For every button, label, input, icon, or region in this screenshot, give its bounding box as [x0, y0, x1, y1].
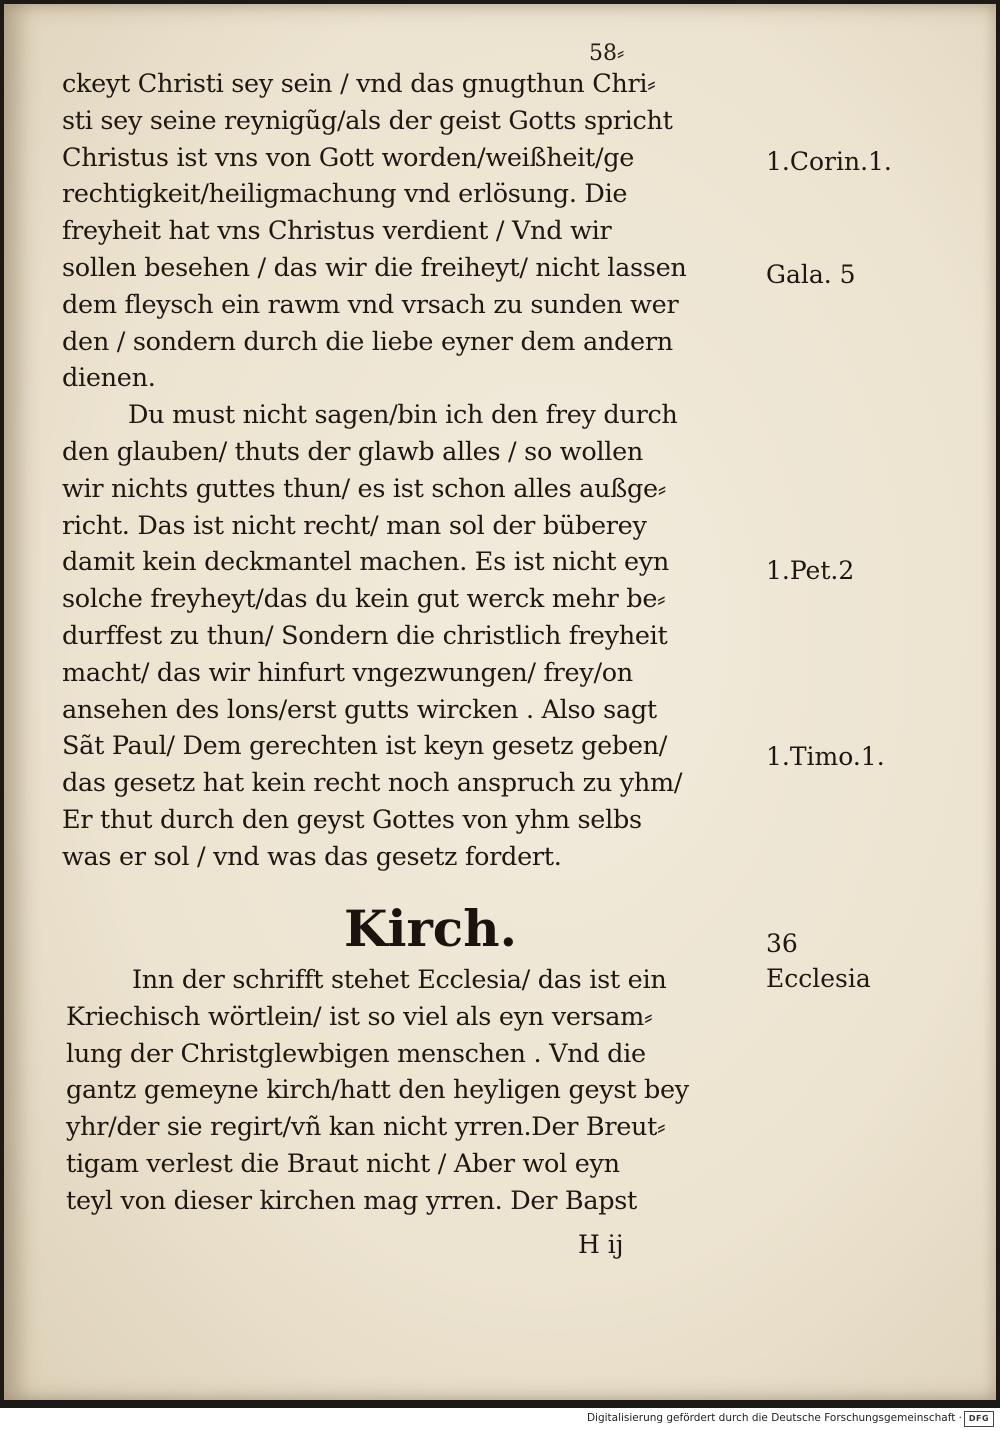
footer-bar: [0, 1408, 1000, 1431]
text-line: ckeyt Christi sey sein / vnd das gnugthun Chri⸗: [62, 69, 656, 99]
text-line: dem fleysch ein rawm vnd vrsach zu sunden wer: [62, 289, 679, 320]
section-heading: Kirch.: [344, 899, 517, 958]
text-line: tigam verlest die Braut nicht / Aber wol eyn: [66, 1148, 620, 1179]
text-line: dienen.: [62, 363, 156, 394]
text-line: Kriechisch wörtlein/ ist so viel als eyn versam⸗: [66, 1001, 653, 1032]
text-line: yhr/der sie regirt/vñ kan nicht yrren.Der Breut⸗: [66, 1112, 666, 1143]
text-line: richt. Das ist nicht recht/ man sol der büberey: [62, 510, 647, 541]
text-line: ansehen des lons/erst gutts wircken . Also sagt: [62, 694, 657, 725]
text-line: rechtigkeit/heiligmachung vnd erlösung. Die: [62, 179, 628, 210]
text-line: lung der Christglewbigen menschen . Vnd die: [66, 1038, 646, 1069]
text-line: Er thut durch den geyst Gottes von yhm selbs: [62, 804, 642, 835]
text-line: Christus ist vns von Gott worden/weißheit/ge: [62, 142, 635, 173]
margin-note-ecclesia: Ecclesia: [766, 964, 871, 993]
text-line: Sãt Paul/ Dem gerechten ist keyn gesetz geben/: [62, 731, 668, 762]
text-line: durffest zu thun/ Sondern die christlich freyheit: [62, 620, 668, 651]
text-line: macht/ das wir hinfurt vngezwungen/ frey/on: [62, 657, 633, 688]
text-line: damit kein deckmantel machen. Es ist nicht eyn: [62, 547, 669, 578]
text-line: Du must nicht sagen/bin ich den frey durch: [128, 400, 678, 431]
margin-note-timo: 1.Timo.1.: [766, 742, 885, 771]
text-line: freyheit hat vns Christus verdient / Vnd wir: [62, 216, 612, 247]
text-line: solche freyheyt/das du kein gut werck mehr be⸗: [62, 584, 666, 615]
text-line: den glauben/ thuts der glawb alles / so wollen: [62, 436, 644, 467]
margin-note-pet: 1.Pet.2: [766, 556, 855, 585]
signature-mark: H ij: [578, 1230, 624, 1259]
book-page: [4, 4, 996, 1400]
text-line: was er sol / vnd was das gesetz fordert.: [62, 841, 562, 872]
text-line: gantz gemeyne kirch/hatt den heyligen geyst bey: [66, 1075, 689, 1106]
margin-note-corin: 1.Corin.1.: [766, 147, 892, 176]
funding-credit: Digitalisierung gefördert durch die Deutsche Forschungsgemeinschaft ·: [586, 1412, 962, 1424]
text-line: sollen besehen / das wir die freiheyt/ nicht lassen: [62, 252, 687, 283]
main-text-block: [62, 66, 762, 876]
text-line: teyl von dieser kirchen mag yrren. Der Bapst: [66, 1185, 638, 1216]
margin-note-number: 36: [766, 929, 798, 958]
section-text-block: [66, 962, 766, 1220]
text-line: den / sondern durch die liebe eyner dem andern: [62, 326, 673, 357]
text-line: wir nichts guttes thun/ es ist schon alles außge⸗: [62, 473, 666, 504]
margin-note-gala: Gala. 5: [766, 260, 856, 289]
text-line: Inn der schrifft stehet Ecclesia/ das ist ein: [132, 965, 667, 995]
folio-number: 58⸗: [589, 41, 625, 66]
dfg-logo-icon: DFG: [964, 1411, 994, 1427]
text-line: das gesetz hat kein recht noch anspruch zu yhm/: [62, 768, 683, 799]
text-line: sti sey seine reynigũg/als der geist Gotts spricht: [62, 105, 673, 136]
